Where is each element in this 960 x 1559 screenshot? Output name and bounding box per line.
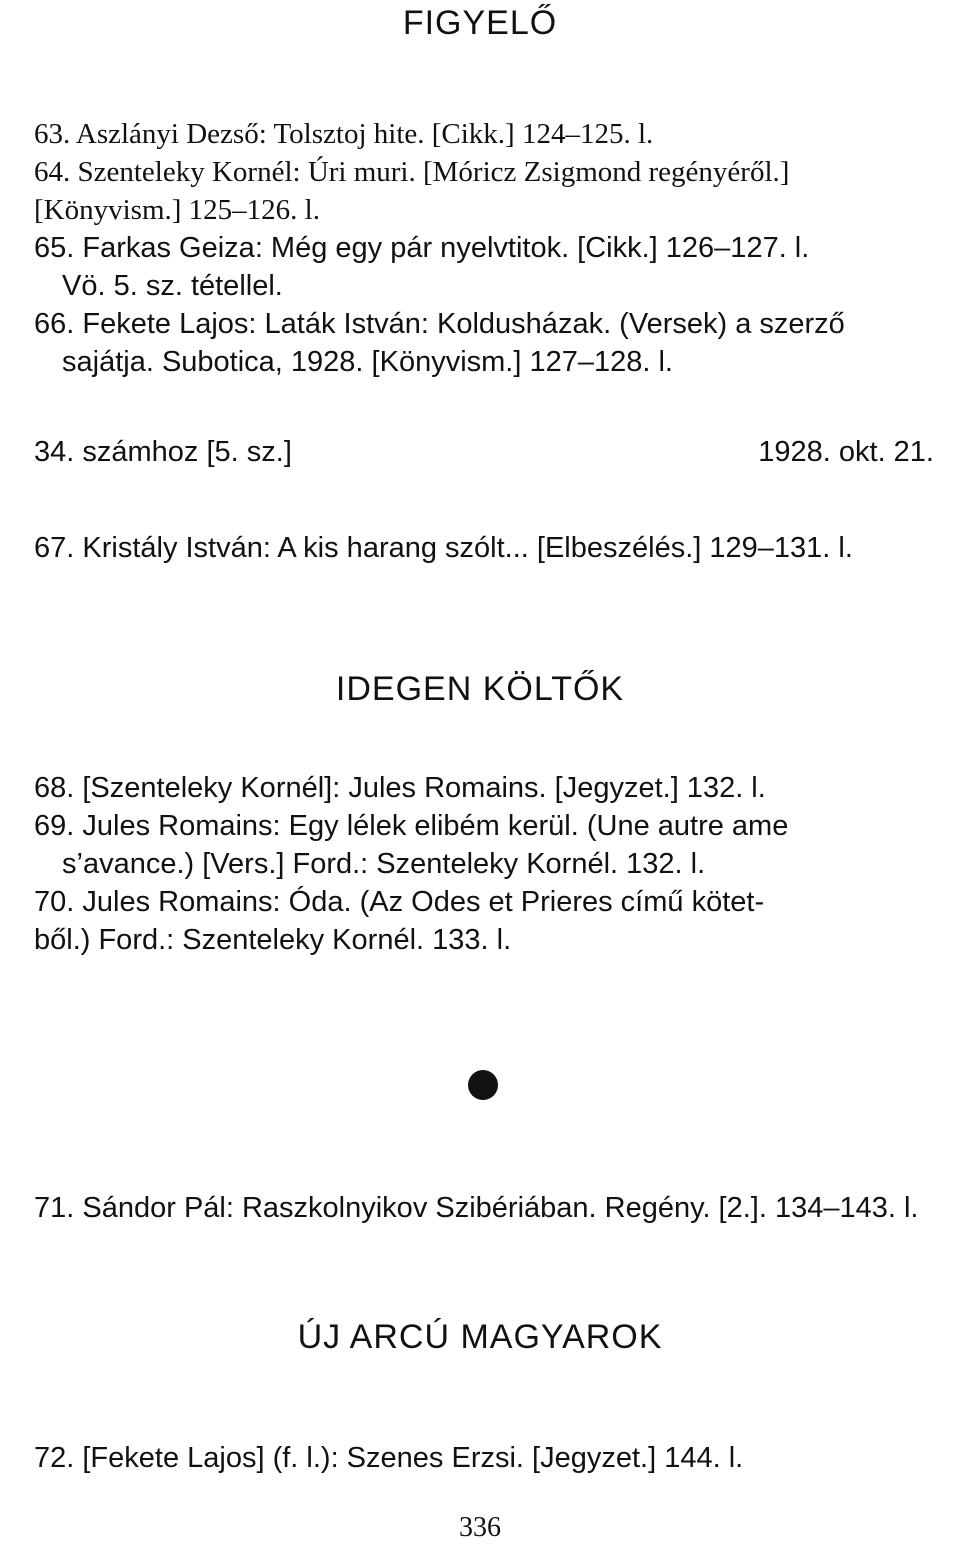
issue-dateline xyxy=(34,432,934,472)
section-title-idegen-koltok: IDEGEN KÖLTŐK xyxy=(335,670,625,708)
entry-64-line1: 64. Szenteleky Kornél: Úri muri. [Móricz Zsigmond regényéről.] xyxy=(34,156,790,188)
entry-64-line2: [Könyvism.] 125–126. l. xyxy=(34,194,320,226)
section-title-figyelo: FIGYELŐ xyxy=(402,4,558,42)
entry-67: 67. Kristály István: A kis harang szólt... [Elbeszélés.] 129–131. l. xyxy=(34,532,853,564)
page-number: 336 xyxy=(459,1512,501,1543)
entry-69-line1: 69. Jules Romains: Egy lélek elibém kerül. (Une autre ame xyxy=(34,810,789,842)
entry-72: 72. [Fekete Lajos] (f. l.): Szenes Erzsi. [Jegyzet.] 144. l. xyxy=(34,1442,744,1474)
entry-71: 71. Sándor Pál: Raszkolnyikov Szibériában. Regény. [2.]. 134–143. l. xyxy=(34,1192,919,1224)
issue-date: 1928. okt. 21. xyxy=(758,436,934,468)
entry-66-line1: 66. Fekete Lajos: Laták István: Koldusházak. (Versek) a szerző xyxy=(34,308,845,340)
entry-70-line1: 70. Jules Romains: Óda. (Az Odes et Prieres című kötet- xyxy=(34,886,765,918)
entry-66-line2: sajátja. Subotica, 1928. [Könyvism.] 127–128. l. xyxy=(62,346,673,378)
issue-number: 34. számhoz [5. sz.] xyxy=(34,436,292,468)
entry-65-line2: Vö. 5. sz. tétellel. xyxy=(62,270,283,302)
entry-70-line2: ből.) Ford.: Szenteleky Kornél. 133. l. xyxy=(34,924,512,956)
entry-68: 68. [Szenteleky Kornél]: Jules Romains. [Jegyzet.] 132. l. xyxy=(34,772,766,804)
entry-63: 63. Aszlányi Dezső: Tolsztoj hite. [Cikk.] 124–125. l. xyxy=(34,118,654,150)
entry-69-line2: s’avance.) [Vers.] Ford.: Szenteleky Kornél. 132. l. xyxy=(62,848,706,880)
bullet-divider xyxy=(468,1070,498,1100)
section-title-uj-arcu-magyarok: ÚJ ARCÚ MAGYAROK xyxy=(297,1318,663,1356)
entry-65-line1: 65. Farkas Geiza: Még egy pár nyelvtitok. [Cikk.] 126–127. l. xyxy=(34,232,810,264)
